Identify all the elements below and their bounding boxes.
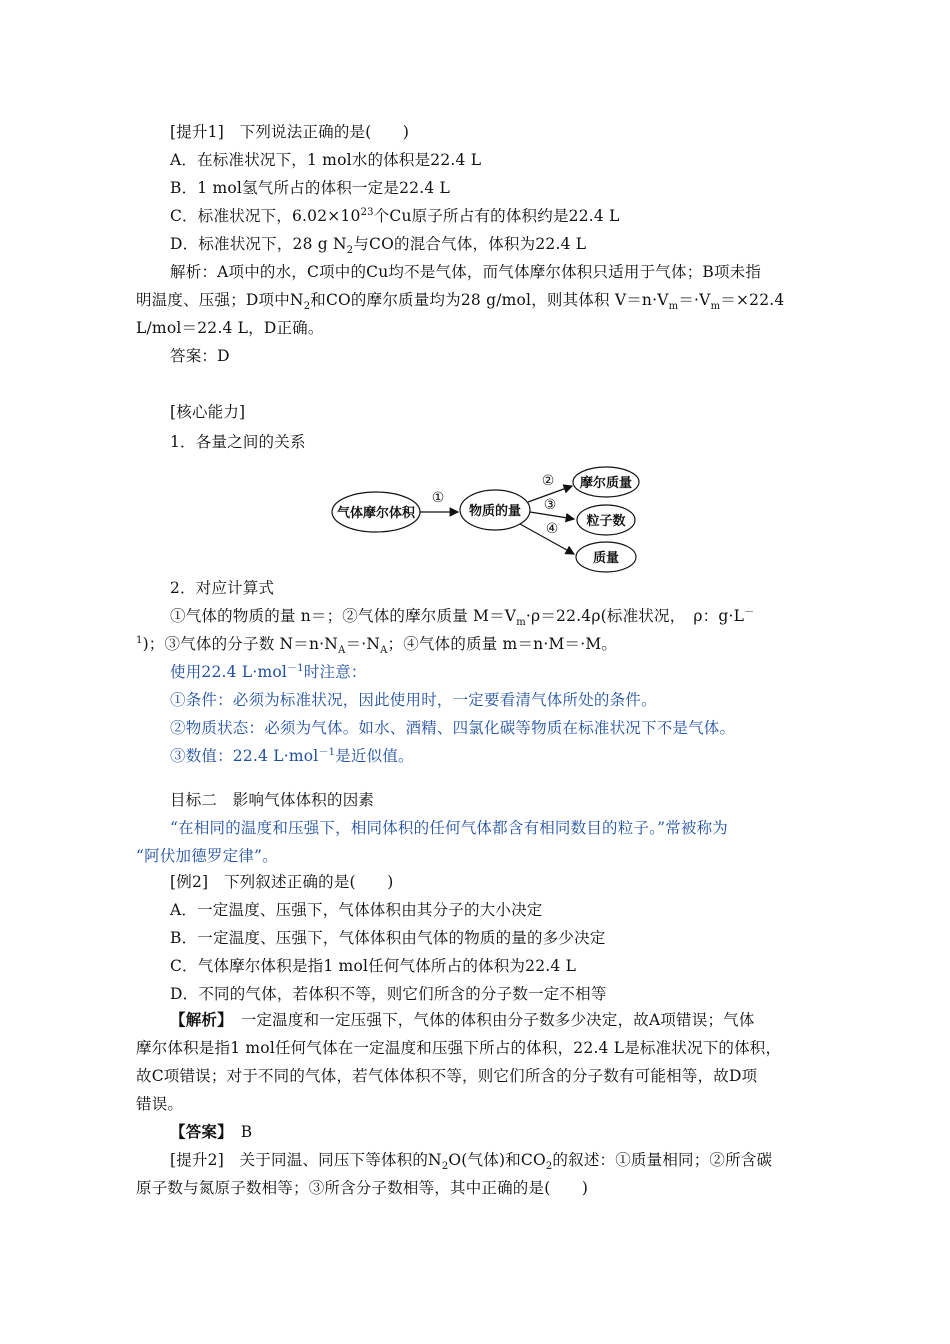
- example-2-question: [例2] 下列叙述正确的是( ): [170, 873, 394, 891]
- tisheng1-option-a: A．在标准状况下，1 mol水的体积是22.4 L: [170, 151, 482, 169]
- tisheng2-line1: [提升2] 关于同温、同压下等体积的$N_2O$(气体)和$CO_2$的叙述：①质量相同；②所含碳: [170, 1151, 773, 1173]
- node-amount-of-substance: 物质的量: [468, 504, 522, 519]
- node-particle-number: 粒子数: [586, 514, 626, 529]
- formula-line-2: $^1$)；③气体的分子数 $N=n\cdot N_A=\cdot N_A$；④气体的质量 m＝n·M＝·M。: [136, 634, 618, 657]
- note-3: ③数值：22.4 L·mol$^{-1}$是近似值。: [170, 746, 414, 765]
- tisheng1-answer: 答案：D: [170, 347, 230, 365]
- quantity-relationship-diagram: [330, 466, 650, 576]
- arrow-label-3: ③: [543, 497, 557, 513]
- arrow-3: [530, 512, 574, 519]
- tisheng1-analysis-line1: 解析：A项中的水，C项中的Cu均不是气体，而气体摩尔体积只适用于气体；B项未指: [170, 263, 762, 281]
- note-1: ①条件：必须为标准状况，因此使用时，一定要看清气体所处的条件。: [170, 691, 657, 709]
- example-2-option-a: A．一定温度、压强下，气体体积由其分子的大小决定: [170, 901, 543, 919]
- tisheng1-option-b: B．1 mol氢气所占的体积一定是22.4 L: [170, 179, 450, 197]
- example-2-analysis-line2: 摩尔体积是指1 mol任何气体在一定温度和压强下所占的体积，22.4 L是标准状况下的体积，: [136, 1039, 782, 1057]
- formula-line-1: ①气体的物质的量 n＝；②气体的摩尔质量 $M=V_m\cdot\rho=22.4\rho$(标准状况， ρ：g·L－: [170, 606, 755, 629]
- example-2-answer: 【答案】 B: [170, 1122, 253, 1141]
- node-molar-mass: 摩尔质量: [579, 476, 633, 491]
- example-2-analysis-line4: 错误。: [136, 1095, 184, 1113]
- core-item-1: 1．各量之间的关系: [170, 433, 306, 451]
- example-2-analysis-line3: 故C项错误；对于不同的气体，若气体体积不等，则它们所含的分子数有可能相等，故D项: [136, 1067, 758, 1085]
- avogadro-law-line2: “阿伏加德罗定律”。: [136, 847, 278, 865]
- tisheng1-option-d: D．标准状况下，28 g $N_2$与CO的混合气体，体积为22.4 L: [170, 235, 587, 257]
- note-title: 使用22.4 L·mol$^{-1}$时注意：: [170, 662, 367, 681]
- tisheng2-line2: 原子数与氮原子数相等；③所含分子数相等，其中正确的是( ): [136, 1179, 589, 1197]
- node-molar-volume: 气体摩尔体积: [336, 506, 416, 521]
- core-ability-heading: [核心能力]: [170, 403, 246, 421]
- arrow-label-4: ④: [545, 521, 559, 537]
- example-2-option-d: D．不同的气体，若体积不等，则它们所含的分子数一定不相等: [170, 985, 607, 1003]
- tisheng1-option-c: C．标准状况下，$6.02\times 10^{23}$个Cu原子所占有的体积约是22.4 L: [170, 206, 620, 225]
- tisheng1-question: [提升1] 下列说法正确的是( ): [170, 123, 410, 141]
- example-2-option-b: B．一定温度、压强下，气体体积由气体的物质的量的多少决定: [170, 929, 606, 947]
- example-2-option-c: C．气体摩尔体积是指1 mol任何气体所占的体积为22.4 L: [170, 957, 577, 975]
- objective-2-heading: 目标二 影响气体体积的因素: [170, 791, 375, 809]
- avogadro-law-line1: “在相同的温度和压强下，相同体积的任何气体都含有相同数目的粒子。”常被称为: [170, 819, 729, 837]
- example-2-analysis-line1: 【解析】 一定温度和一定压强下，气体的体积由分子数多少决定，故A项错误；气体: [170, 1010, 755, 1029]
- core-item-2: 2．对应计算式: [170, 579, 275, 597]
- note-2: ②物质状态：必须为气体。如水、酒精、四氯化碳等物质在标准状况下不是气体。: [170, 719, 736, 737]
- arrow-label-1: ①: [431, 490, 445, 506]
- tisheng1-analysis-line2: 明温度、压强；D项中$N_2$和CO的摩尔质量均为28 g/mol，则其体积 $V=n\cdot V_m=\cdot V_m=\times 22.4$: [136, 291, 785, 313]
- node-mass: 质量: [592, 551, 620, 566]
- tisheng1-analysis-line3: L/mol＝22.4 L，D正确。: [136, 319, 324, 337]
- arrow-label-2: ②: [541, 473, 555, 489]
